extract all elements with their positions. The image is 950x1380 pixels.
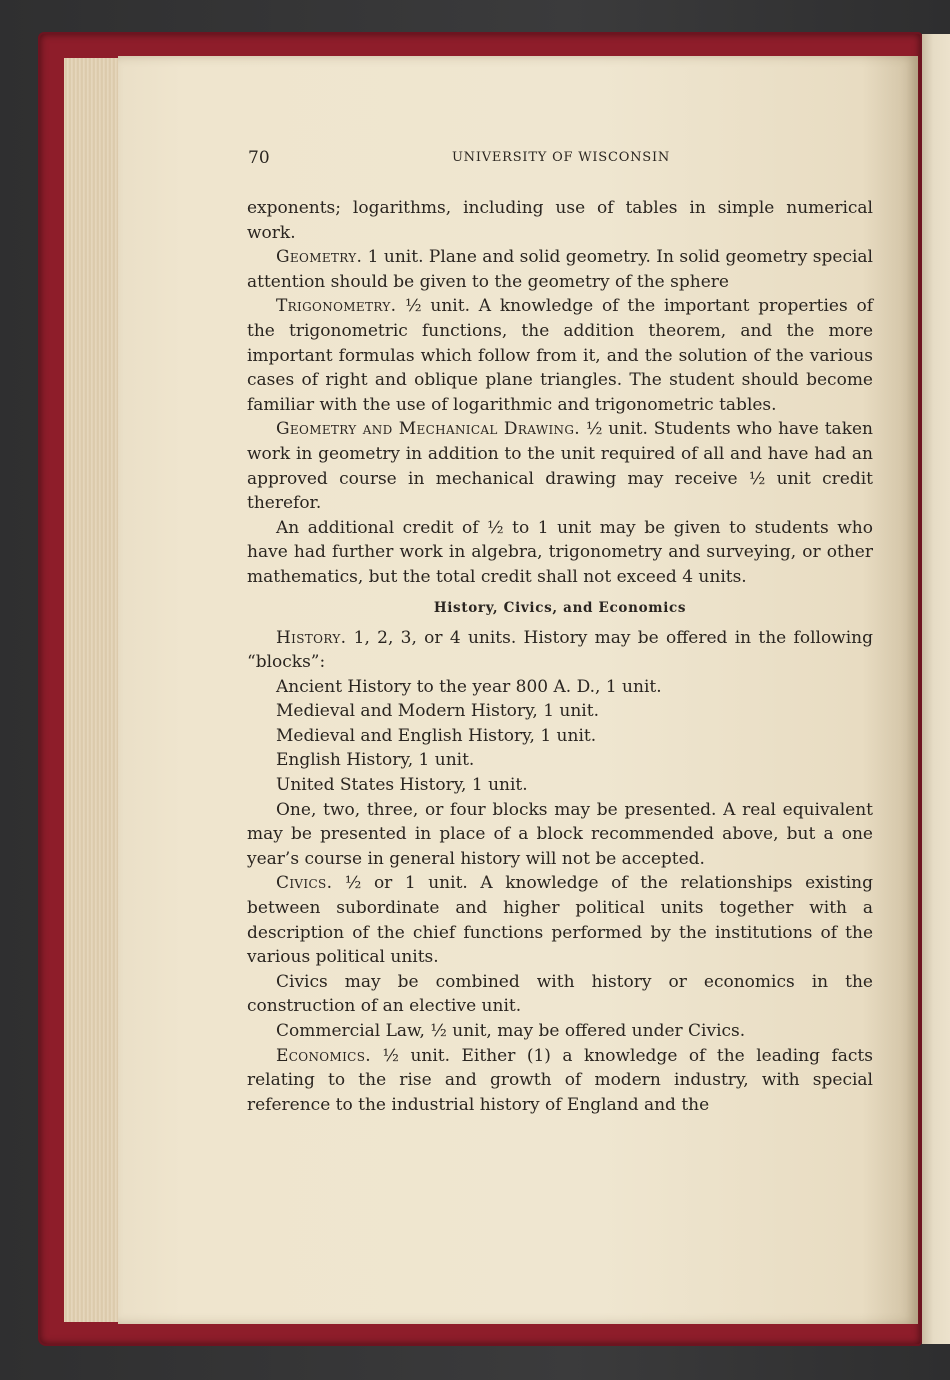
civics-label: Civics. [276,873,333,894]
geometry-text: 1 unit. Plane and solid geometry. In solid geometry special attention should be given to the geometry of the sphere [247,247,873,292]
page-edges [64,58,125,1322]
civics-combined: Civics may be combined with history or economics in the construction of an elective unit. [247,971,873,1017]
economics-text: ½ unit. Either (1) a knowledge of the leading facts relating to the rise and growth of modern industry, with special reference to the industrial history of England and the [247,1045,873,1115]
trigonometry-paragraph [247,294,873,417]
history-block: Medieval and Modern History, 1 unit. [276,701,599,722]
running-title: UNIVERSITY OF WISCONSIN [451,150,671,165]
history-paragraph [247,626,873,675]
history-label: History. [276,627,347,648]
page-number: 70 [248,148,270,168]
mechanical-drawing-paragraph [247,417,873,515]
civics-paragraph [247,871,873,969]
geometry-label: Geometry. [276,247,363,268]
section-heading: History, Civics, and Economics [433,599,687,616]
history-block: United States History, 1 unit. [276,775,528,796]
page-body [247,196,873,1117]
economics-label: Economics. [276,1045,372,1066]
paragraph: exponents; logarithms, including use of tables in simple numerical work. [247,198,873,243]
mechanical-drawing-text: ½ unit. Students who have taken work in geometry in addition to the unit required of all and have had an approved course in mechanical drawing may receive ½ unit credit therefor. [247,419,873,514]
geometry-paragraph [247,245,873,294]
economics-paragraph [247,1044,873,1118]
additional-credit-paragraph: An additional credit of ½ to 1 unit may be given to students who have had further work in algebra, trigonometry and surveying, or other mathematics, but the total credit shall not exceed 4 units. [247,517,873,587]
trigonometry-label: Trigonometry. [276,296,397,317]
facing-page-edge [922,34,950,1344]
history-block: Medieval and English History, 1 unit. [276,725,597,746]
mechanical-drawing-label: Geometry and Mechanical Drawing. [276,419,581,440]
history-block: Ancient History to the year 800 A. D., 1 unit. [276,676,662,697]
history-text: 1, 2, 3, or 4 units. History may be offered in the following “blocks”: [247,627,873,673]
trigonometry-text: ½ unit. A knowledge of the important properties of the trigonometric functions, the addition theorem, and the more important formulas which follow from it, and the solution of the various cases of right and oblique plane triangles. The student should become familiar with the use of logarithmic and trigonometric tables. [247,296,873,415]
commercial-law: Commercial Law, ½ unit, may be offered under Civics. [276,1021,746,1041]
civics-text: ½ or 1 unit. A knowledge of the relationships existing between subordinate and higher political units together with a description of the chief functions performed by the institutions of the various political units. [247,873,873,968]
running-head [248,148,874,170]
history-note: One, two, three, or four blocks may be presented. A real equivalent may be presented in place of a block recommended above, but a one year’s course in general history will not be accepted. [247,799,873,869]
history-block: English History, 1 unit. [276,750,475,771]
